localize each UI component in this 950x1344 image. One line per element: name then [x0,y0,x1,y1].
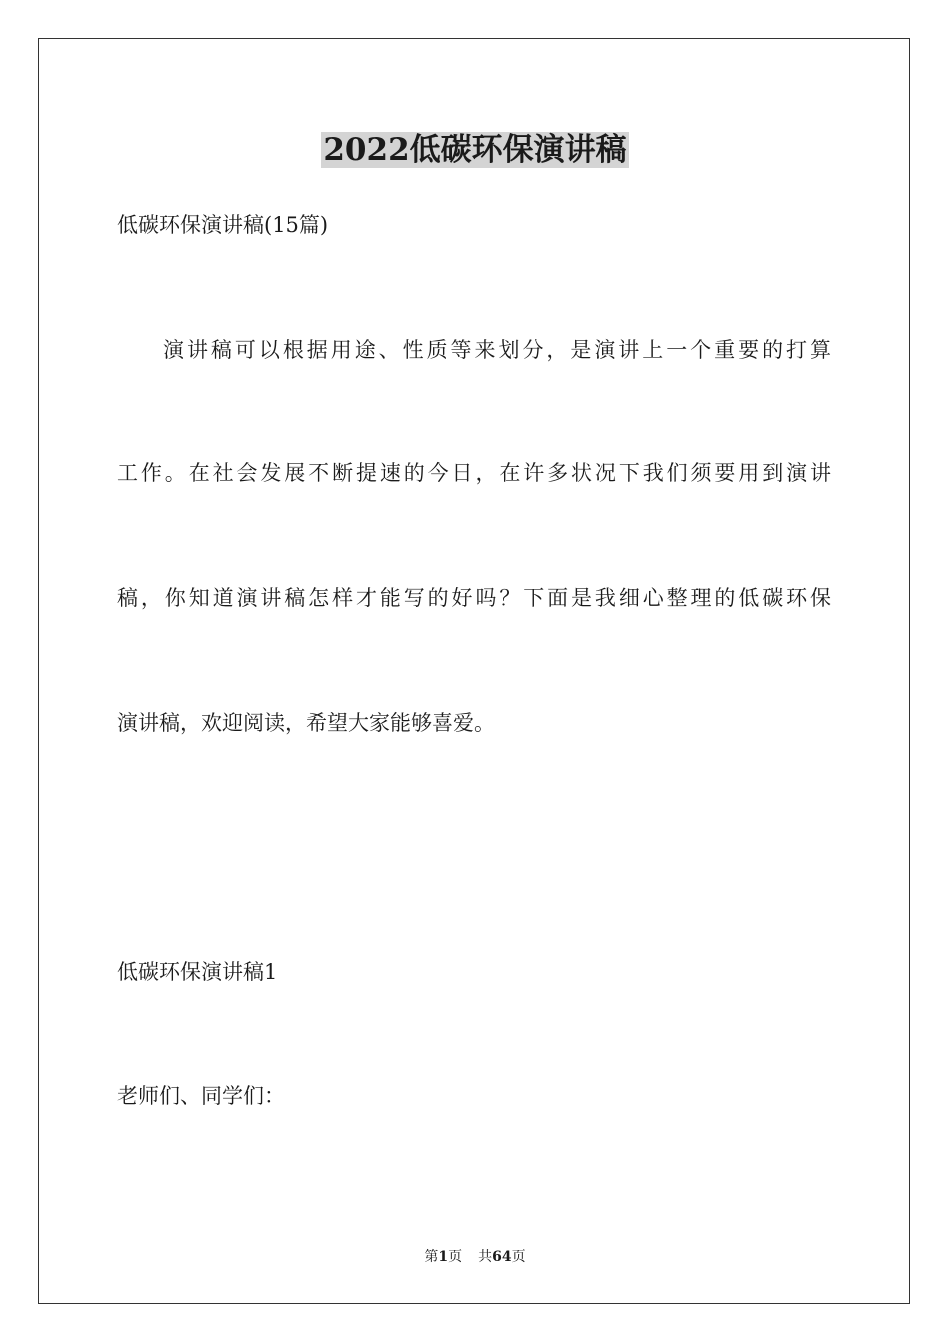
document-title [0,128,950,172]
footer-page-total: 64 [492,1249,512,1265]
footer-page-current: 1 [438,1249,449,1265]
salutation: 老师们、同学们： [117,1084,285,1108]
footer-page-prefix: 第 [424,1249,439,1265]
intro-line-4: 演讲稿，欢迎阅读，希望大家能够喜爱。 [117,711,495,735]
intro-line-1: 演讲稿可以根据用途、性质等来划分，是演讲上一个重要的打算 [163,338,831,362]
footer-page-suffix: 页 [448,1249,463,1265]
footer-total-prefix: 共 [478,1249,493,1265]
section-heading: 低碳环保演讲稿1 [117,960,278,984]
document-subtitle: 低碳环保演讲稿(15篇) [117,213,329,237]
intro-line-2: 工作。在社会发展不断提速的今日，在许多状况下我们须要用到演讲 [117,461,831,485]
intro-line-3: 稿，你知道演讲稿怎样才能写的好吗？下面是我细心整理的低碳环保 [117,586,831,610]
page-footer [0,1247,950,1267]
footer-total-suffix: 页 [511,1249,526,1265]
document-title-text: 2022低碳环保演讲稿 [323,132,627,168]
